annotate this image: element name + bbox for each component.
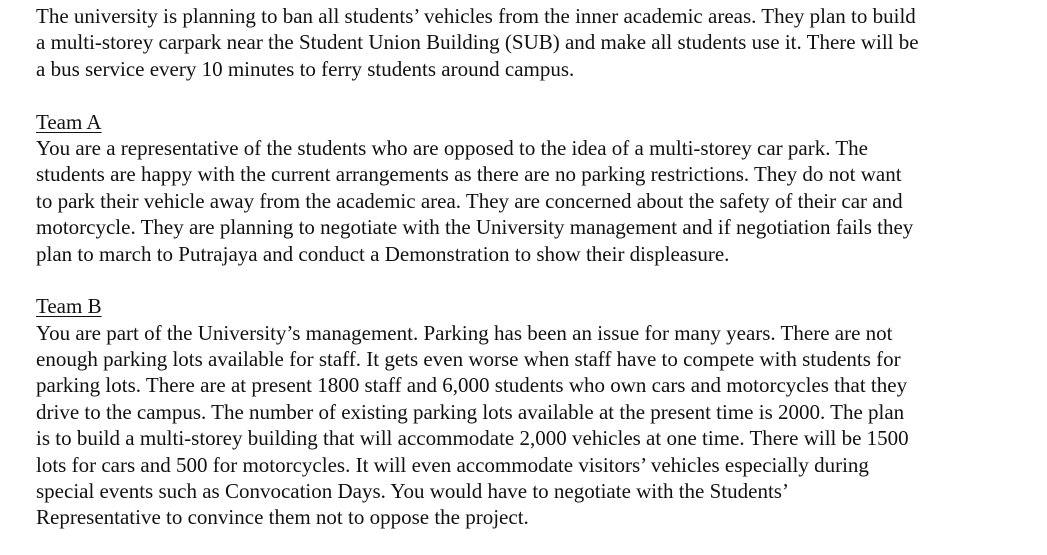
team-b-section bbox=[36, 293, 1036, 531]
team-a-line: You are a representative of the students who are opposed to the idea of a multi-storey car park. The bbox=[36, 135, 868, 160]
team-a-section bbox=[36, 109, 1036, 267]
document-page bbox=[36, 3, 1036, 531]
team-b-line: is to build a multi-storey building that will accommodate 2,000 vehicles at one time. There will be 1500 bbox=[36, 426, 909, 451]
team-b-line: lots for cars and 500 for motorcycles. It will even accommodate visitors’ vehicles especially during bbox=[36, 452, 869, 477]
team-b-line: enough parking lots available for staff. It gets even worse when staff have to compete with students for bbox=[36, 347, 901, 372]
team-a-line: to park their vehicle away from the academic area. They are concerned about the safety of their car and bbox=[36, 188, 903, 213]
team-b-heading: Team B bbox=[36, 294, 102, 319]
team-a-heading: Team A bbox=[36, 109, 102, 134]
paragraph-gap bbox=[36, 82, 1036, 108]
team-b-line: You are part of the University’s management. Parking has been an issue for many years. There are not bbox=[36, 320, 893, 345]
paragraph-gap bbox=[36, 267, 1036, 293]
intro-line: The university is planning to ban all students’ vehicles from the inner academic areas. They plan to build bbox=[36, 4, 916, 28]
team-b-line: drive to the campus. The number of existing parking lots available at the present time is 2000. The plan bbox=[36, 399, 905, 424]
team-a-line: students are happy with the current arrangements as there are no parking restrictions. They do not want bbox=[36, 162, 902, 187]
team-b-line: Representative to convince them not to oppose the project. bbox=[36, 505, 529, 530]
team-b-line: parking lots. There are at present 1800 staff and 6,000 students who own cars and motorcycles that they bbox=[36, 373, 908, 398]
intro-paragraph bbox=[36, 3, 1036, 82]
team-a-line: motorcycle. They are planning to negotiate with the University management and if negotiation fails they bbox=[36, 215, 914, 240]
team-b-line: special events such as Convocation Days. You would have to negotiate with the Students’ bbox=[36, 479, 789, 504]
team-a-line: plan to march to Putrajaya and conduct a Demonstration to show their displeasure. bbox=[36, 241, 730, 266]
intro-line: a multi-storey carpark near the Student Union Building (SUB) and make all students use it. There will be bbox=[36, 30, 919, 55]
intro-line: a bus service every 10 minutes to ferry students around campus. bbox=[36, 56, 575, 81]
